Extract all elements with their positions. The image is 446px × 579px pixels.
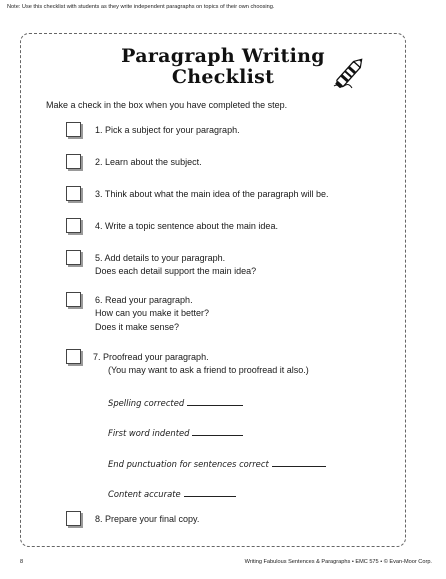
page-title: [0, 46, 446, 88]
title-line-2: Checklist: [171, 66, 275, 88]
pen-icon: [330, 52, 370, 94]
item-subtext: (You may want to ask a friend to proofread it also.): [108, 365, 309, 376]
page-number: 8: [20, 559, 24, 565]
dashed-border-frame: [20, 33, 406, 547]
check-label: Content accurate: [108, 489, 181, 499]
checkbox[interactable]: [66, 154, 81, 169]
item-text: 2. Learn about the subject.: [95, 157, 202, 167]
fill-in-line[interactable]: [184, 495, 236, 497]
check-label: Spelling corrected: [108, 398, 185, 408]
checkbox[interactable]: [66, 186, 81, 201]
item-text: 3. Think about what the main idea of the paragraph will be.: [95, 189, 329, 199]
check-label: First word indented: [108, 428, 190, 438]
checkbox[interactable]: [66, 292, 81, 307]
item-text: 5. Add details to your paragraph.: [95, 253, 226, 263]
item-text: 1. Pick a subject for your paragraph.: [95, 125, 240, 135]
teacher-note: Note: Use this checklist with students as they write independent paragraphs on topics of their own choosing.: [7, 4, 275, 10]
footer-credit: Writing Fabulous Sentences & Paragraphs • EMC 575 • © Evan-Moor Corp.: [244, 559, 432, 565]
check-label: End punctuation for sentences correct: [108, 459, 269, 469]
checkbox[interactable]: [66, 511, 81, 526]
proofread-check-content: [108, 489, 236, 499]
item-text: 7. Proofread your paragraph.: [93, 352, 209, 362]
proofread-check-indent: [108, 428, 243, 438]
item-text: 8. Prepare your final copy.: [95, 514, 200, 524]
fill-in-line[interactable]: [272, 465, 326, 467]
fill-in-line[interactable]: [187, 404, 243, 406]
item-subtext: How can you make it better?: [95, 308, 210, 319]
title-line-1: Paragraph Writing: [121, 45, 325, 67]
instruction-text: Make a check in the box when you have completed the step.: [46, 100, 288, 110]
proofread-check-spelling: [108, 398, 243, 408]
item-text: 6. Read your paragraph.: [95, 295, 193, 305]
checkbox[interactable]: [66, 218, 81, 233]
checkbox[interactable]: [66, 122, 81, 137]
item-text: 4. Write a topic sentence about the main idea.: [95, 221, 278, 231]
checkbox[interactable]: [66, 349, 81, 364]
item-subtext: Does it make sense?: [95, 321, 180, 332]
checkbox[interactable]: [66, 250, 81, 265]
proofread-check-punctuation: [108, 459, 326, 469]
fill-in-line[interactable]: [192, 434, 243, 436]
item-subtext: Does each detail support the main idea?: [95, 266, 257, 277]
